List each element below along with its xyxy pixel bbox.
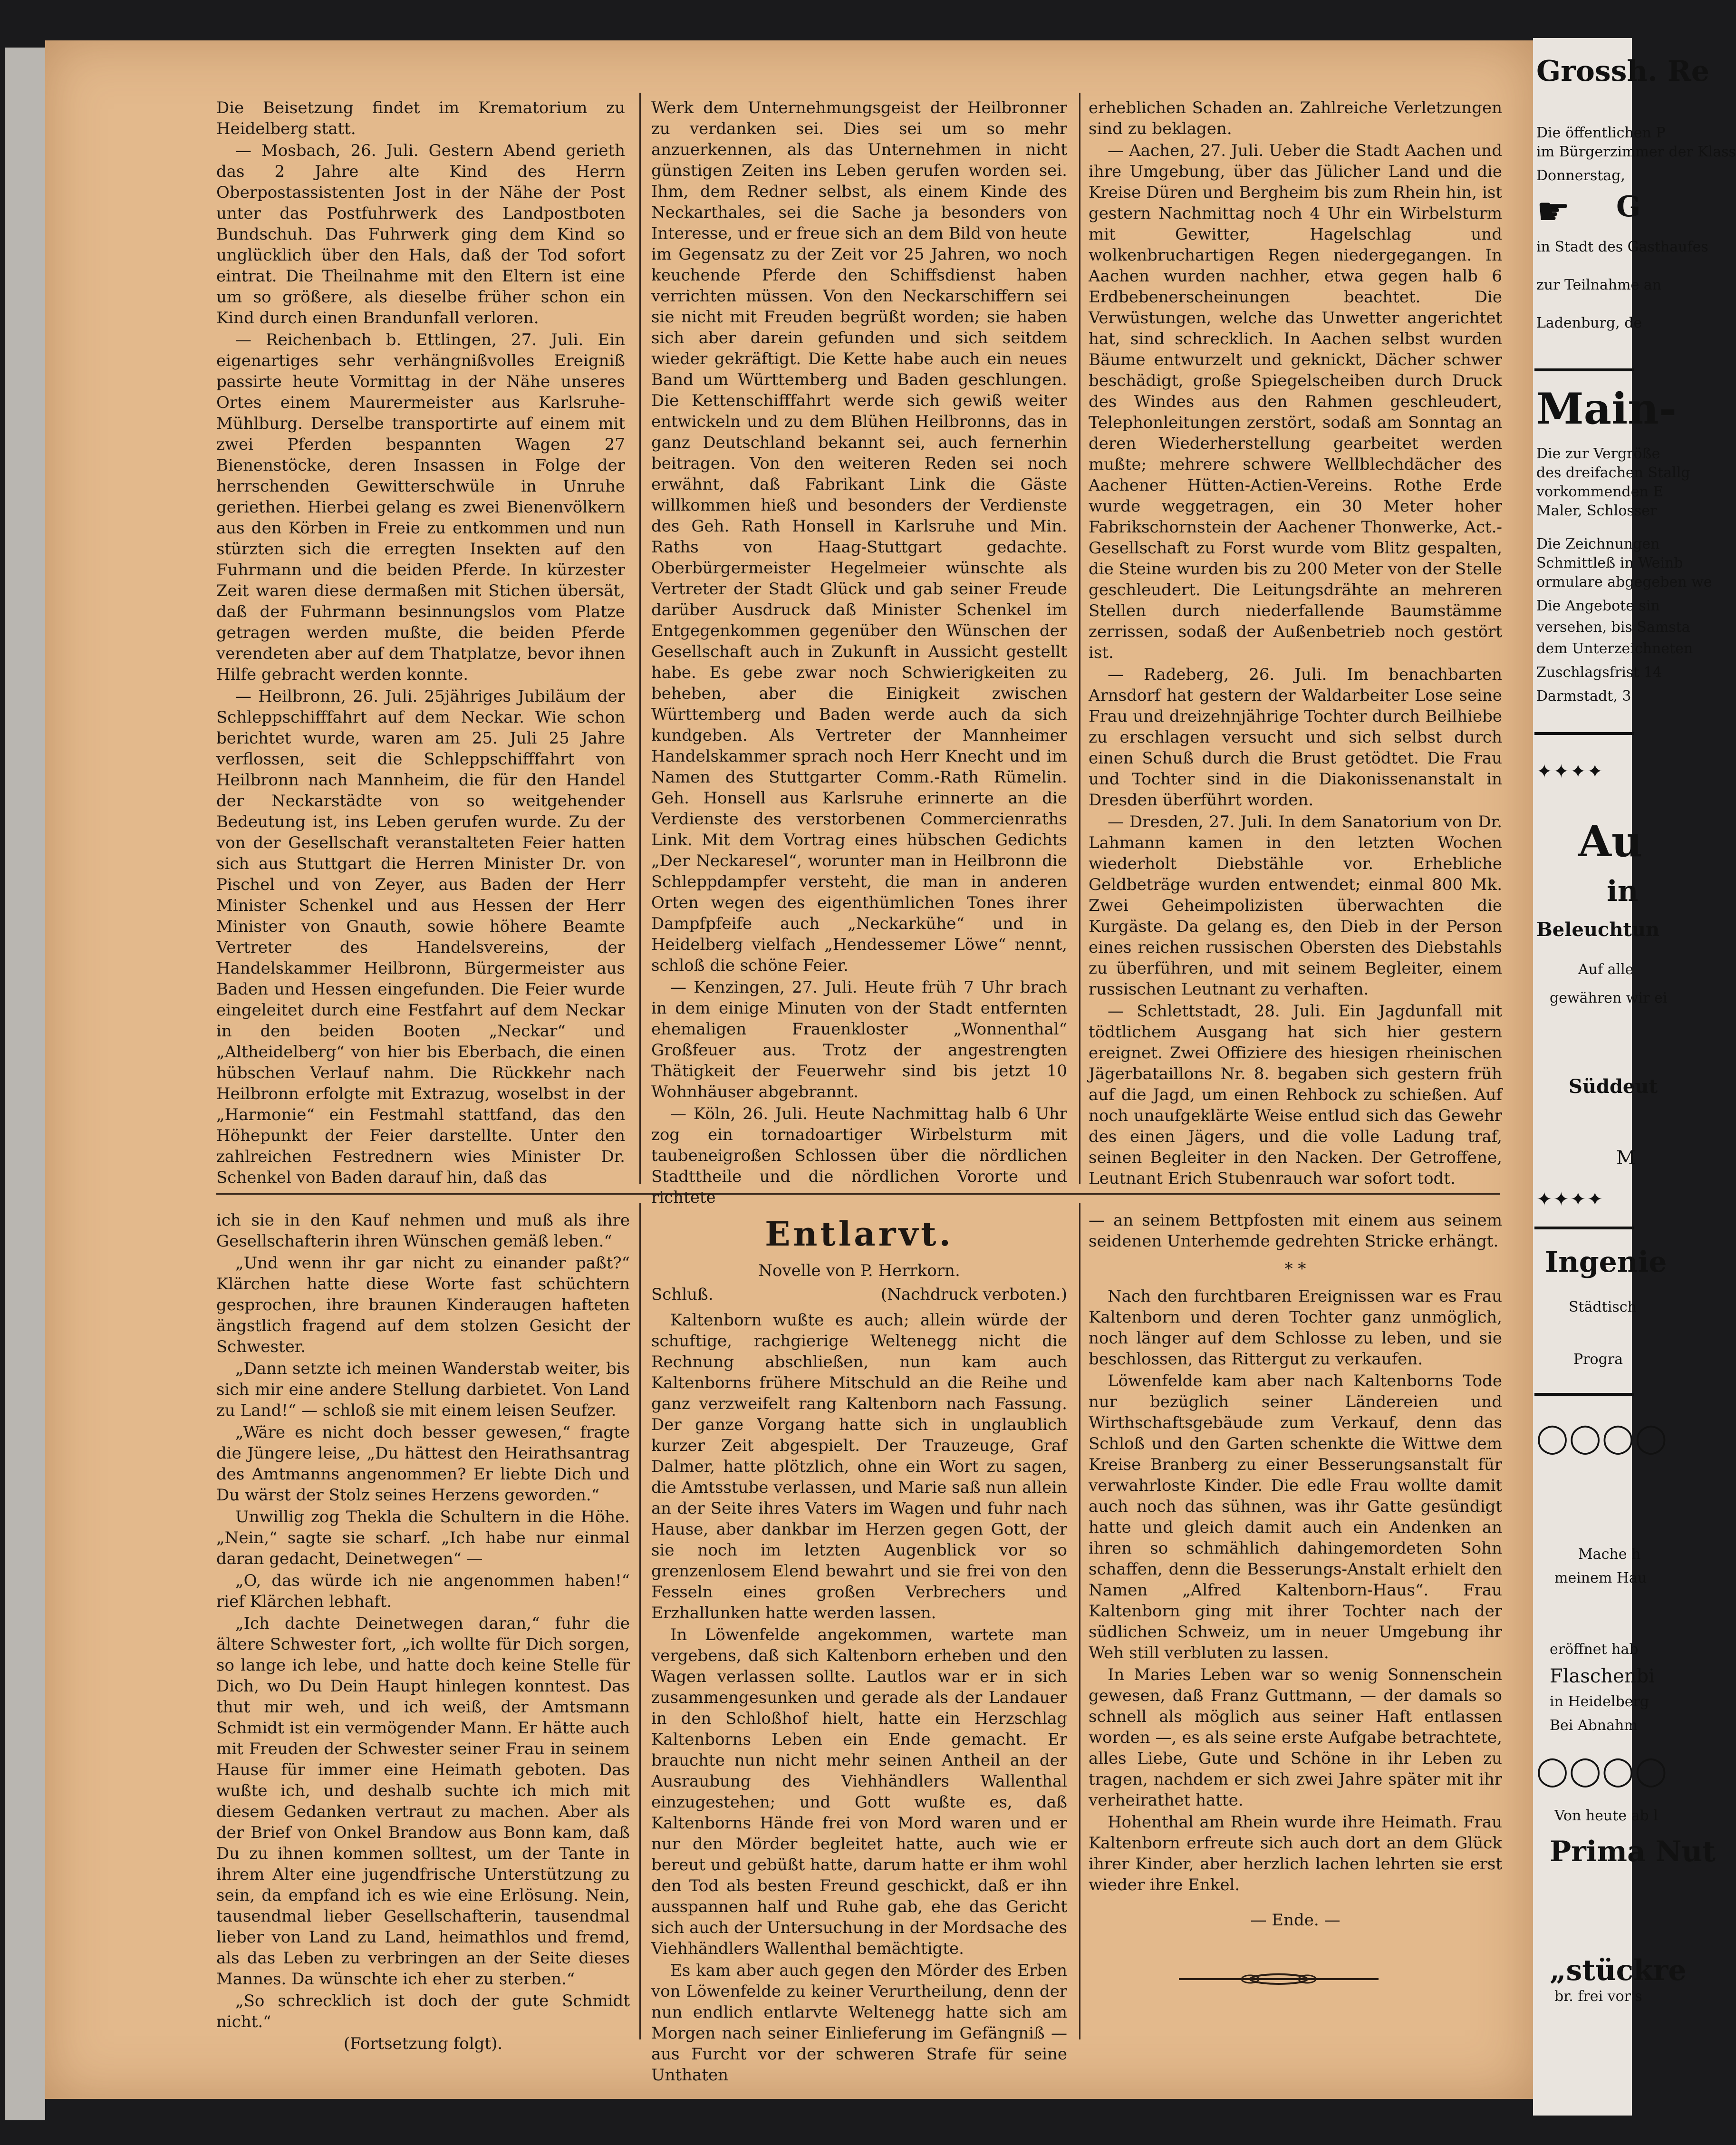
ad-text: Auf alle: [1578, 961, 1634, 978]
column-rule: [639, 1203, 641, 2039]
ad-heading: „stückre: [1550, 1954, 1687, 1987]
ad-text: Donnerstag,: [1536, 167, 1625, 184]
ad-text: Zuschlagsfrist 14: [1536, 664, 1662, 681]
ad-text: gewähren wir ei: [1550, 990, 1668, 1006]
serial-paragraph: „O, das würde ich nie angenommen haben!“ rief Klärchen lebhaft.: [216, 1571, 630, 1611]
ad-text: Maler, Schlosser: [1536, 502, 1657, 519]
book-binding: [5, 48, 45, 2120]
serial-title: Entlarvt.: [765, 1214, 954, 1254]
serial-paragraph: Löwenfelde kam aber nach Kaltenborns Tode nur bezüglich seiner Ländereien und Wirthschaftsgebäude zum Verkauf, denn das Schloß und den Garten schenkte die Wittwe dem Kreise Branberg zu einer Besserungsanstalt für verwahrloste Kinder. Die edle Frau wollte damit auch noch das sühnen, was ihr Gatte gesündigt hatte und gleich damit auch ein Andenken an ihren so schmählich dahingemordeten Sohn schaffen, denn die Besserungs-Anstalt erhielt den Namen „Alfred Kaltenborn-Haus“. Frau Kaltenborn ging mit ihrer Tochter nach der südlichen Schweiz, um in neuer Umgebung ihr Weh still verbluten zu lassen.: [1089, 1372, 1502, 1662]
continuation-note: (Fortsetzung folgt).: [343, 2034, 503, 2053]
serial-paragraph: „Wäre es nicht doch besser gewesen,“ fragte die Jüngere leise, „Du hättest den Heirathsantrag des Amtmanns angenommen? Er liebte Dich und Du wärst der Stolz seines Herzens geworden.“: [216, 1423, 630, 1505]
ad-text: br. frei vor's: [1554, 1988, 1642, 2005]
ad-text: in: [1607, 875, 1639, 908]
ad-text: Ladenburg, de: [1536, 315, 1642, 331]
serial-paragraph: — an seinem Bettpfosten mit einem aus seinem seidenen Unterhemde gedrehten Stricke erhängt.: [1089, 1211, 1502, 1251]
serial-column-left: [216, 1210, 630, 2061]
news-item: — Schlettstadt, 28. Juli. Ein Jagdunfall mit tödtlichem Ausgang hat sich hier gestern ereignet. Zwei Offiziere des hiesigen rheinischen Jägerbataillons Nr. 8. begaben sich gestern früh auf die Jagd, um einen Rehbock zu schießen. Auf noch unaufgeklärte Weise entlud sich das Gewehr des einen Jägers, und die volle Ladung traf, seinen Begleiter in den Nacken. Der Getroffene, Leutnant Erich Stubenrauch war sofort todt.: [1089, 1002, 1502, 1188]
ad-text: Schmittleß in Weinb: [1536, 555, 1683, 571]
ad-heading: Au: [1578, 816, 1643, 867]
news-column-2: [651, 97, 1067, 1207]
ad-rule: [1534, 732, 1634, 735]
ad-text: Süddeut: [1569, 1075, 1658, 1098]
ad-heading: Prima Nut: [1550, 1835, 1716, 1868]
ad-text: versehen, bis Samsta: [1536, 619, 1690, 636]
ad-text: dem Unterzeichneten: [1536, 640, 1693, 657]
serial-paragraph: Kaltenborn wußte es auch; allein würde der schuftige, rachgierige Weltenegg nicht die Rechnung abschließen, nun kam auch Kaltenborns frühere Mitschuld an die Reihe und ganz verzweifelt rang Kaltenborn nach Fassung. Der ganze Vorgang hatte sich in unglaublich kurzer Zeit abgespielt. Der Trauzeuge, Graf Dalmer, hatte plötzlich, ohne ein Wort zu sagen, die Amtsstube verlassen, und Marie saß nun allein an der Seite ihres Vaters im Wagen und fuhr nach Hause, aber dankbar im Herzen gegen Gott, der sie noch im letzten Augenblick vor so grenzenlosem Elend bewahrt und sie frei von den Fesseln eines großen Verbrechers und Erzhallunken hatte werden lassen.: [651, 1311, 1067, 1623]
serial-paragraph: Es kam aber auch gegen den Mörder des Erben von Löwenfelde zu keiner Verurtheilung, denn der nun endlich entlarvte Weltenegg hatte sich am Morgen nach seiner Einlieferung im Gefängniß — aus Furcht vor der schweren Strafe für seine Unthaten: [651, 1961, 1067, 2085]
column-rule: [639, 93, 641, 1184]
ad-heading: Grossh. Re: [1536, 55, 1709, 88]
serial-paragraph: Nach den furchtbaren Ereignissen war es Frau Kaltenborn und deren Tochter ganz unmöglich, noch länger auf dem Schlosse zu leben, und sie beschlossen, das Rittergut zu verkaufen.: [1089, 1287, 1502, 1369]
serial-byline: Novelle von P. Herrkorn.: [758, 1261, 960, 1280]
news-column-1: [216, 97, 625, 1186]
ad-text: in Heidelberg: [1550, 1693, 1649, 1710]
reprint-notice: (Nachdruck verboten.): [880, 1285, 1067, 1304]
serial-paragraph: Hohenthal am Rhein wurde ihre Heimath. Frau Kaltenborn erfreute sich auch dort an dem Glück ihrer Kinder, aber herzlich lachen lehrten sie erst wieder ihre Enkel.: [1089, 1813, 1502, 1894]
ad-text: Flaschenbi: [1550, 1665, 1655, 1687]
ad-text: Darmstadt, 3: [1536, 688, 1631, 705]
ad-text: ormulare abgegeben we: [1536, 574, 1712, 590]
serial-column-right: [1089, 1210, 1502, 2061]
serial-paragraph: „So schrecklich ist doch der gute Schmidt nicht.“: [216, 1991, 630, 2031]
ad-text: Die Angebote sin: [1536, 598, 1660, 614]
ad-text: Die öffentlichen P: [1536, 125, 1666, 141]
ad-text: eröffnet hab: [1550, 1641, 1639, 1658]
ad-text: vorkommenden E: [1536, 483, 1664, 500]
serial-part-label: Schluß.: [651, 1285, 714, 1304]
ad-rule: [1534, 1393, 1634, 1396]
column-rule: [1079, 1203, 1080, 2039]
serial-meta: [651, 1284, 1067, 1305]
news-item: — Mosbach, 26. Juli. Gestern Abend gerieth das 2 Jahre alte Kind des Herrn Oberpostassistenten Jost in der Nähe der Post unter das Postfuhrwerk des Landpostboten Bundschuh. Das Fuhrwerk ging dem Kind so unglücklich über den Hals, daß der Tod sofort eintrat. Die Theilnahme mit den Eltern ist eine um so größere, als dieselbe früher schon ein Kind durch einen Brandunfall verloren.: [216, 141, 625, 328]
section-stars: * *: [1284, 1259, 1306, 1278]
news-item: — Kenzingen, 27. Juli. Heute früh 7 Uhr brach in dem einige Minuten von der Stadt entfernten ehemaligen Frauenkloster „Wonnenthal“ Großfeuer aus. Trotz der angestrengten Thätigkeit der Feuerwehr sind bis jetzt 10 Wohnhäuser abgebrannt.: [651, 978, 1067, 1101]
ad-border-ornament: ✦✦✦✦: [1536, 761, 1604, 783]
ad-text: zur Teilnahme an: [1536, 277, 1662, 293]
ad-border-ornament: ✦✦✦✦: [1536, 1188, 1604, 1210]
ad-text: Bei Abnahm: [1550, 1717, 1638, 1734]
ad-text: Beleuchtun: [1536, 918, 1660, 941]
ad-text: M: [1616, 1147, 1636, 1169]
serial-paragraph: „Und wenn ihr gar nicht zu einander paßt?“ Klärchen hatte diese Worte fast schüchtern gesprochen, ihre braunen Kinderaugen hafteten ängstlich fragend auf dem stolzen Gesicht der Schwester.: [216, 1254, 630, 1356]
column-rule: [1079, 93, 1080, 1184]
ad-text: Von heute ab l: [1554, 1807, 1658, 1824]
news-item: — Radeberg, 26. Juli. Im benachbarten Arnsdorf hat gestern der Waldarbeiter Lose seine Frau und dreizehnjährige Tochter durch Beilhiebe zu erschlagen versucht und sich selbst durch einen Schuß durch die Brust getödtet. Die Frau und Tochter sind in die Diakonissenanstalt in Dresden überführt worden.: [1089, 665, 1502, 810]
pointing-hand-icon: ☛: [1536, 189, 1571, 233]
ad-text: des dreifachen Stallg: [1536, 464, 1690, 481]
news-item: — Dresden, 27. Juli. In dem Sanatorium von Dr. Lahmann kamen in den letzten Wochen wiederholt Diebstähle vor. Erhebliche Geldbeträge wurden entwendet; einmal 800 Mk. Zwei Geheimpolizisten überwachten die Kurgäste. Da gelang es, den Dieb in der Person eines reichen russischen Obersten des Diebstahls zu überführen, und mit seinem Begleiter, einem russischen Leutnant zu verhaften.: [1089, 812, 1502, 999]
news-item: — Heilbronn, 26. Juli. 25jähriges Jubiläum der Schleppschifffahrt auf dem Neckar. Wie schon berichtet wurde, waren am 25. Juli 25 Jahre verflossen, seit die Schleppschifffahrt von Heilbronn nach Mannheim, die für den Handel der Neckarstädte von so weitgehender Bedeutung ist, ins Leben gerufen wurde. Zu der von der Gesellschaft veranstalteten Feier hatten sich aus Stuttgart die Herren Minister Dr. von Pischel und von Zeyer, aus Baden der Herr Minister Schenkel und aus Hessen der Herr Minister von Gnauth, sowie höhere Beamte Vertreter des Handelsvereins, der Handelskammer Heilbronn, Bürgermeister aus Baden und Hessen eingefunden. Die Feier wurde eingeleitet durch eine Festfahrt auf dem Neckar in den beiden Booten „Neckar“ und „Altheidelberg“ von hier bis Eberbach, die einen hübschen Verlauf nahm. Die Rückkehr nach Heilbronn erfolgte mit Extrazug, woselbst in der „Harmonie“ ein Festmahl stattfand, das den Höhepunkt der Feier darstellte. Unter den zahlreichen Festrednern wies Minister Dr. Schenkel von Baden darauf hin, daß das: [216, 687, 625, 1187]
ad-border-ornament: ◯◯◯◯: [1536, 1754, 1668, 1788]
ad-rule: [1534, 368, 1634, 371]
ad-text: meinem Hau: [1554, 1570, 1647, 1586]
ad-text: in Stadt des Gasthaufes: [1536, 239, 1708, 255]
serial-paragraph: In Löwenfelde angekommen, wartete man vergebens, daß sich Kaltenborn erheben und den Wagen verlassen sollte. Lautlos war er in sich zusammengesunken und gerade als der Landauer in den Schloßhof hielt, hatte ein Herzschlag Kaltenborns Leben ein Ende gemacht. Er brauchte nun nicht mehr seinen Antheil an der Ausraubung des Viehhändlers Wallenthal einzugestehen; und Gott wußte es, daß Kaltenborns Hände frei von Mord waren und er nur den Mörder begleitet hatte, auch wie er bereut und gebüßt hatte, darum hatte er ihm wohl den Tod als besten Freund geschickt, daß er ihn ausspannen half und Ruhe gab, ehe das Gericht sich auch der Untersuchung in der Mordsache des Viehhändlers Wallenthal bemächtigte.: [651, 1625, 1067, 1958]
ad-text: Progra: [1573, 1351, 1623, 1368]
ad-heading: Ingenie: [1545, 1246, 1667, 1279]
serial-paragraph: „Dann setzte ich meinen Wanderstab weiter, bis sich mir eine andere Stellung darbietet. Von Land zu Land!“ — schloß sie mit einem leisen Seufzer.: [216, 1359, 630, 1420]
ad-border-ornament: ◯◯◯◯: [1536, 1421, 1668, 1455]
ad-text: G: [1616, 190, 1641, 223]
serial-paragraph: ich sie in den Kauf nehmen und muß als ihre Gesellschafterin ihren Wünschen gemäß leben.“: [216, 1211, 630, 1251]
ad-rule: [1534, 1227, 1634, 1229]
ad-text: Die zur Vergröße: [1536, 445, 1660, 462]
news-item: — Reichenbach b. Ettlingen, 27. Juli. Ein eigenartiges sehr verhängnißvolles Ereigniß passirte heute Vormittag in der Nähe unseres Ortes einem Maurermeister aus Karlsruhe-Mühlburg. Derselbe transportirte auf einem mit zwei Pferden bespannten Wagen 27 Bienenstöcke, deren Insassen in Folge der herrschenden Gewitterschwüle in Unruhe geriethen. Hierbei gelang es zwei Bienenvölkern aus den Körben in Freie zu entkommen und nun stürzten sich die erregten Insekten auf den Fuhrmann und die beiden Pferde. In kürzester Zeit waren diese dermaßen mit Stichen übersät, daß der Fuhrmann besinnungslos vom Platze getragen werden mußte, die beiden Pferde verendeten aber auf dem Thatplatze, bevor ihnen Hilfe gebracht werden konnte.: [216, 330, 625, 684]
news-item: erheblichen Schaden an. Zahlreiche Verletzungen sind zu beklagen.: [1089, 98, 1502, 138]
serial-paragraph: Unwillig zog Thekla die Schultern in die Höhe. „Nein,“ sagte sie scharf. „Ich habe nur einmal daran gedacht, Deinetwegen“ —: [216, 1507, 630, 1568]
serial-paragraph: „Ich dachte Deinetwegen daran,“ fuhr die ältere Schwester fort, „ich wollte für Dich sorgen, so lange ich lebe, und hatte doch keine Stelle für Dich, wo Du Dein Haupt hinlegen konntest. Das thut mir weh, und ich weiß, der Amtsmann Schmidt ist ein vermögender Mann. Er hätte auch mit Freuden der Schwester seiner Frau in seinem Hause für immer eine Heimath geboten. Das wußte ich, und deshalb suchte ich mich mit diesem Gedanken vertraut zu machen. Aber als der Brief von Onkel Brandow aus Bonn kam, daß Du zu ihnen kommen solltest, um der Tante in ihrem Alter eine jugendfrische Unterstützung zu sein, da empfand ich es wie eine Erlösung. Nein, tausendmal lieber Gesellschafterin, tausendmal lieber von Land zu Land, heimathlos und fremd, als das Leben zu verbringen an der Seite dieses Mannes. Da wünschte ich eher zu sterben.“: [216, 1614, 630, 1989]
ad-text: Die Zeichnungen: [1536, 536, 1660, 552]
serial-column-middle: [651, 1210, 1067, 2085]
end-marker: — Ende. —: [1250, 1911, 1341, 1930]
news-item: — Köln, 26. Juli. Heute Nachmittag halb 6 Uhr zog ein tornadoartiger Wirbelsturm mit taubeneigroßen Schlossen über die nördlichen Stadttheile und die nördlichen Vororte und richtete: [651, 1104, 1067, 1207]
ad-text: Mache h: [1578, 1546, 1641, 1563]
ad-text: im Bürgerzimmer der Klass: [1536, 144, 1736, 160]
end-ornament: [1179, 1972, 1379, 1986]
news-item: Die Beisetzung findet im Krematorium zu Heidelberg statt.: [216, 98, 625, 138]
ad-heading: Main-: [1536, 384, 1677, 434]
news-item: — Aachen, 27. Juli. Ueber die Stadt Aachen und ihre Umgebung, über das Jülicher Land und die Kreise Düren und Bergheim bis zum Rhein hin, ist gestern Nachmittag noch 4 Uhr ein Wirbelsturm mit Gewitter, Hagelschlag und wolkenbruchartigen Regen niedergegangen. In Aachen wurden nachher, etwa gegen halb 6 Erdbebenerscheinungen beachtet. Die Verwüstungen, welche das Unwetter angerichtet hat, sind schrecklich. In Aachen selbst wurden Bäume entwurzelt und geknickt, Dächer schwer beschädigt, große Spiegelscheiben durch Druck des Windes aus den Rahmen geschleudert, Telephonleitungen zerstört, sodaß am Sonntag an deren Wiederherstellung gearbeitet werden mußte; mehrere schwere Wellblechdächer des Aachener Hütten-Actien-Vereins. Rothe Erde wurde weggetragen, ein 30 Meter hoher Fabrikschornstein der Aachener Thonwerke, Act.-Gesellschaft zu Forst wurde vom Blitz gespalten, die Steine wurden bis zu 200 Meter von der Stelle geschleudert. Die Leitungsdrähte an mehreren Stellen durch niederfallende Baumstämme zerrissen, sodaß der Außenbetrieb noch gestört ist.: [1089, 141, 1502, 662]
ad-text: Städtisch: [1569, 1299, 1637, 1315]
serial-paragraph: In Maries Leben war so wenig Sonnenschein gewesen, daß Franz Guttmann, — der damals so schnell als möglich aus seiner Haft entlassen worden —, es als seine erste Aufgabe betrachtete, alles Liebe, Gute und Schöne in ihr Leben zu tragen, nachdem er sich zwei Jahre später mit ihr verheirathet hatte.: [1089, 1665, 1502, 1810]
news-item: Werk dem Unternehmungsgeist der Heilbronner zu verdanken sei. Dies sei um so mehr anzuerkennen, als das Unternehmen in nicht günstigen Zeiten ins Leben gerufen worden sei. Ihm, dem Redner selbst, als einem Kinde des Neckarthales, sei die Sache ja besonders von Interesse, und er freue sich an dem Bild von heute im Gegensatz zu der Zeit vor 25 Jahren, wo noch keuchende Pferde den Schiffsdienst haben verrichten müssen. Von den Neckarschiffern sei sie nicht mit Freuden begrüßt worden; sie haben sich aber darein gefunden und sich seitdem wieder gekräftigt. Die Kette habe auch ein neues Band um Württemberg und Baden geschlungen. Die Kettenschifffahrt werde sich gewiß weiter entwickeln und zu dem Blühen Heilbronns, das in ganz Deutschland bekannt sei, auch fernerhin beitragen. Von den weiteren Reden sei noch erwähnt, daß Fabrikant Link die Gäste willkommen hieß und besonders der Verdienste des Geh. Rath Honsell in Karlsruhe und Min. Raths von Haag-Stuttgart gedachte. Oberbürgermeister Hegelmeier wünschte als Vertreter der Stadt Glück und gab seiner Freude darüber Ausdruck daß Minister Schenkel im Entgegenkommen gegenüber den Wünschen der Gesellschaft auch in Zukunft in Aussicht gestellt habe. Es gebe zwar noch Schwierigkeiten zu beheben, aber die Einigkeit zwischen Württemberg und Baden werde auch da sich kundgeben. Als Vertreter der Mannheimer Handelskammer sprach noch Herr Knecht und im Namen des Stuttgarter Comm.-Rath Rümelin. Geh. Honsell aus Karlsruhe erinnerte an die Verdienste des verstorbenen Commercienraths Link. Mit dem Vortrag eines hübschen Gedichts „Der Neckaresel“, worunter man in Heilbronn die Schleppdampfer versteht, die man in anderen Orten wegen des eigenthümlichen Tones ihrer Dampfpfeife auch „Neckarkühe“ und in Heidelberg vielfach „Hendessemer Löwe“ nennt, schloß die schöne Feier.: [651, 98, 1067, 975]
news-column-3: [1089, 97, 1502, 1186]
